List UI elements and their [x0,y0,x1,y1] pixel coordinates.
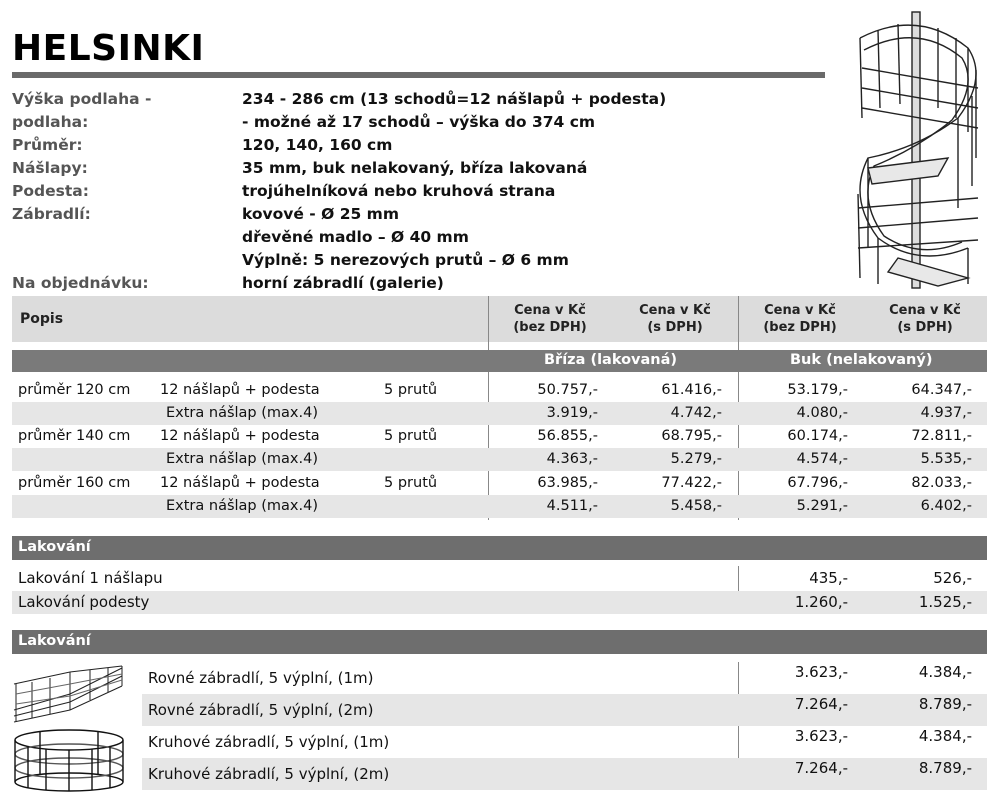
spec-value: - možné až 17 schodů – výška do 374 cm [242,113,596,131]
description-cell: Extra nášlap (max.4) [166,405,318,421]
item-label: Kruhové zábradlí, 5 výplní, (1m) [148,733,390,751]
price-cell: 53.179,- [787,382,848,398]
fill-cell: 5 prutů [384,382,438,398]
table-row [12,472,987,495]
price-cell: 4.384,- [918,727,972,745]
price-cell: 526,- [933,569,972,587]
item-label: Lakování podesty [18,593,150,611]
price-cell: 67.796,- [787,475,848,491]
price-cell: 4.937,- [920,405,972,421]
price-cell: 63.985,- [537,475,598,491]
price-cell: 3.919,- [546,405,598,421]
price-cell: 3.623,- [794,663,848,681]
price-cell: 77.422,- [661,475,722,491]
section-header-railings [12,630,987,654]
item-label: Lakování 1 nášlapu [18,569,163,587]
price-cell: 7.264,- [794,695,848,713]
table-row [12,425,987,448]
column-header-popis: Popis [20,311,64,327]
group-label-buk: Buk (nelakovaný) [790,352,933,368]
spiral-staircase-illustration [838,8,998,290]
column-header [865,302,985,336]
spec-value: dřevěné madlo – Ø 40 mm [242,228,469,246]
description-cell: Extra nášlap (max.4) [166,498,318,514]
title-rule [12,72,825,78]
table-row [12,379,987,402]
section-title: Lakování [18,633,91,649]
price-cell: 50.757,- [537,382,598,398]
price-cell: 5.279,- [670,451,722,467]
table-row [12,402,987,425]
column-header-line: (s DPH) [647,320,703,335]
list-item [12,591,987,614]
price-cell: 5.535,- [920,451,972,467]
spec-label: Podesta: [12,182,89,200]
spec-label: Výška podlaha - [12,90,152,108]
section-header-lakovani [12,536,987,560]
spec-row [12,226,832,249]
price-cell: 4.574,- [796,451,848,467]
column-header-line: Cena v Kč [889,303,961,318]
diameter-cell: průměr 160 cm [18,475,131,491]
price-cell: 68.795,- [661,428,722,444]
spec-label: Zábradlí: [12,205,91,223]
spec-row [12,88,832,111]
price-cell: 4.384,- [918,663,972,681]
price-cell: 4.511,- [546,498,598,514]
page-title: HELSINKI [12,28,205,69]
section-title: Lakování [18,539,91,555]
diameter-cell: průměr 120 cm [18,382,131,398]
spec-value: 120, 140, 160 cm [242,136,393,154]
spec-label: Průměr: [12,136,83,154]
price-cell: 5.291,- [796,498,848,514]
price-cell: 4.080,- [796,405,848,421]
column-header-line: Cena v Kč [514,303,586,318]
spec-label: podlaha: [12,113,89,131]
fill-cell: 5 prutů [384,428,438,444]
spec-row [12,272,832,295]
material-group-bar [12,350,987,372]
spec-list [12,88,832,295]
description-cell: Extra nášlap (max.4) [166,451,318,467]
circular-railing-illustration [10,726,128,792]
spec-row [12,180,832,203]
spec-value: kovové - Ø 25 mm [242,205,399,223]
price-cell: 72.811,- [911,428,972,444]
price-cell: 82.033,- [911,475,972,491]
fill-cell: 5 prutů [384,475,438,491]
spec-value: horní zábradlí (galerie) [242,274,444,292]
spec-row [12,249,832,272]
price-cell: 64.347,- [911,382,972,398]
list-item [142,662,987,694]
column-header-line: Cena v Kč [639,303,711,318]
price-cell: 435,- [809,569,848,587]
item-label: Rovné zábradlí, 5 výplní, (2m) [148,701,374,719]
column-header [740,302,860,336]
description-cell: 12 nášlapů + podesta [160,428,320,444]
price-cell: 5.458,- [670,498,722,514]
straight-railing-illustration [10,664,128,724]
spec-row [12,111,832,134]
description-cell: 12 nášlapů + podesta [160,382,320,398]
price-cell: 6.402,- [920,498,972,514]
column-header-line: (s DPH) [897,320,953,335]
price-cell: 3.623,- [794,727,848,745]
column-header [615,302,735,336]
price-cell: 8.789,- [918,759,972,777]
price-cell: 7.264,- [794,759,848,777]
table-row [12,448,987,471]
list-item [142,726,987,758]
spec-value: 234 - 286 cm (13 schodů=12 nášlapů + podesta) [242,90,667,108]
price-cell: 60.174,- [787,428,848,444]
column-header-line: Cena v Kč [764,303,836,318]
price-cell: 1.525,- [918,593,972,611]
spec-row [12,134,832,157]
spec-label: Nášlapy: [12,159,88,177]
spec-value: 35 mm, buk nelakovaný, bříza lakovaná [242,159,588,177]
diameter-cell: průměr 140 cm [18,428,131,444]
description-cell: 12 nášlapů + podesta [160,475,320,491]
item-label: Rovné zábradlí, 5 výplní, (1m) [148,669,374,687]
spec-row [12,203,832,226]
list-item [12,567,987,590]
price-cell: 8.789,- [918,695,972,713]
price-cell: 56.855,- [537,428,598,444]
price-cell: 61.416,- [661,382,722,398]
list-item [142,758,987,790]
price-cell: 1.260,- [794,593,848,611]
spec-row [12,157,832,180]
price-cell: 4.742,- [670,405,722,421]
list-item [142,694,987,726]
group-label-briza: Bříza (lakovaná) [544,352,678,368]
item-label: Kruhové zábradlí, 5 výplní, (2m) [148,765,390,783]
table-row [12,495,987,518]
spec-value: Výplně: 5 nerezových prutů – Ø 6 mm [242,251,569,269]
price-table-header [12,296,987,342]
column-header-line: (bez DPH) [763,320,837,335]
spec-value: trojúhelníková nebo kruhová strana [242,182,556,200]
column-header-line: (bez DPH) [513,320,587,335]
price-cell: 4.363,- [546,451,598,467]
spec-label: Na objednávku: [12,274,149,292]
column-header [490,302,610,336]
